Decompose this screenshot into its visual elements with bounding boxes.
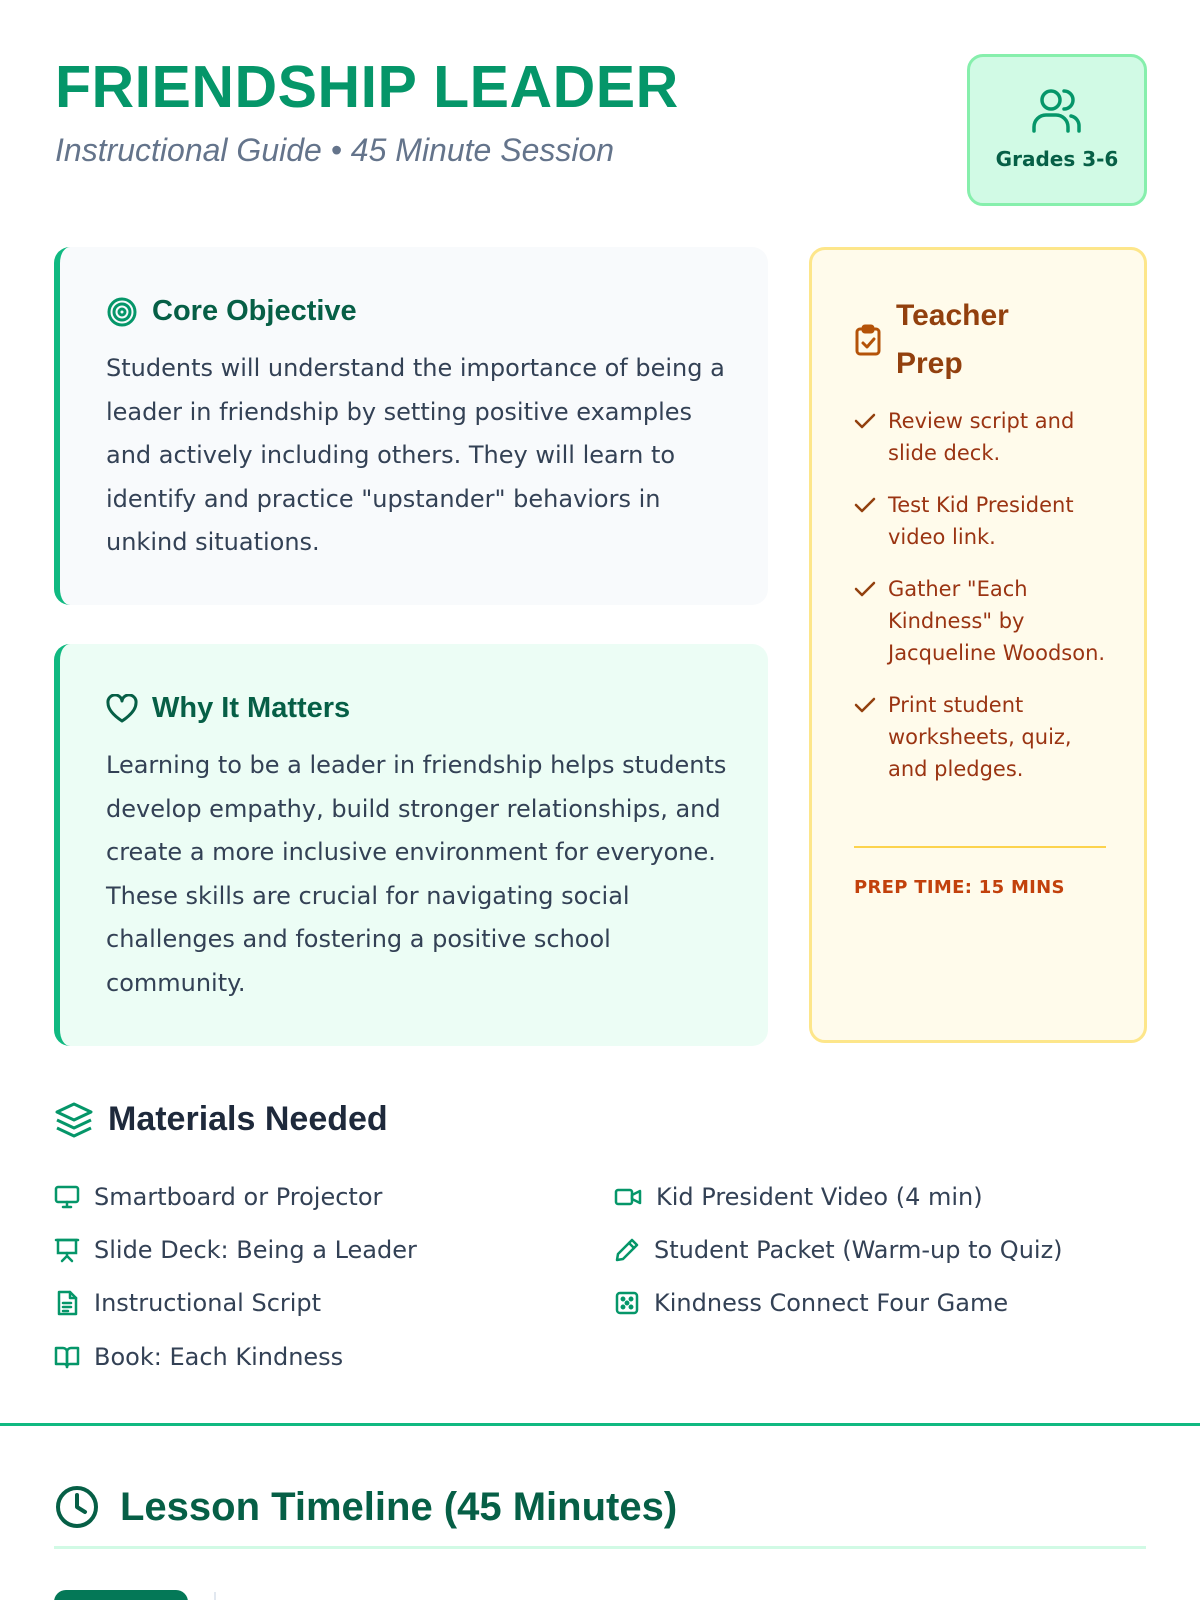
timeline-badge: [54, 1590, 188, 1600]
pencil-icon: [614, 1237, 640, 1263]
clock-icon: [54, 1484, 100, 1530]
monitor-icon: [54, 1184, 80, 1210]
prep-item-label: Print student worksheets, quiz, and pledges.: [888, 693, 1072, 781]
core-objective-text: Students will understand the importance of being a leader in friendship by setting positive examples and actively including others. They will learn to identify and practice "upstander" behaviors in unkind situations.: [106, 354, 725, 556]
material-label: Instructional Script: [94, 1289, 322, 1318]
timeline-heading: [54, 1484, 677, 1530]
materials-column-right: [614, 1170, 1154, 1330]
teacher-prep-list: [854, 405, 1114, 805]
video-icon: [614, 1184, 642, 1210]
materials-column-left: [54, 1170, 594, 1383]
heart-icon: [106, 694, 138, 724]
list-item: [614, 1170, 1154, 1223]
list-item: [854, 405, 1114, 469]
list-item: [54, 1223, 594, 1276]
check-icon: [854, 413, 876, 429]
layers-icon: [54, 1101, 94, 1139]
prep-item-label: Gather "Each Kindness" by Jacqueline Woodson.: [888, 577, 1106, 665]
grade-label: Grades 3-6: [995, 147, 1119, 171]
presentation-icon: [54, 1237, 80, 1263]
material-label: Kid President Video (4 min): [656, 1182, 983, 1211]
materials-heading: [54, 1100, 388, 1139]
prep-item-label: Review script and slide deck.: [888, 409, 1075, 465]
check-icon: [854, 581, 876, 597]
timeline-title: Lesson Timeline (45 Minutes): [120, 1484, 678, 1529]
why-it-matters-title: Why It Matters: [152, 692, 351, 724]
list-item: [854, 489, 1114, 553]
why-it-matters-card: [54, 644, 768, 1046]
section-divider: [0, 1423, 1200, 1426]
teacher-prep-heading: [854, 292, 1046, 388]
dice-icon: [614, 1290, 640, 1316]
book-icon: [54, 1344, 80, 1370]
material-label: Book: Each Kindness: [94, 1342, 344, 1371]
material-label: Smartboard or Projector: [94, 1182, 383, 1211]
check-icon: [854, 497, 876, 513]
why-it-matters-heading: [106, 692, 350, 725]
material-label: Student Packet (Warm-up to Quiz): [654, 1235, 1063, 1264]
list-item: [854, 689, 1114, 785]
list-item: [54, 1330, 594, 1383]
document-icon: [54, 1290, 80, 1316]
material-label: Slide Deck: Being a Leader: [94, 1235, 417, 1264]
timeline-rule: [54, 1546, 1146, 1549]
list-item: [614, 1277, 1154, 1330]
page-subtitle: Instructional Guide • 45 Minute Session: [55, 132, 615, 168]
materials-title: Materials Needed: [108, 1100, 388, 1138]
timeline-marker: [214, 1592, 216, 1600]
core-objective-title: Core Objective: [152, 295, 357, 327]
core-objective-heading: [106, 295, 357, 328]
check-icon: [854, 697, 876, 713]
list-item: [614, 1223, 1154, 1276]
why-it-matters-text: Learning to be a leader in friendship helps students develop empathy, build stronger relationships, and create a more inclusive environment for everyone. These skills are crucial for navigating social challenges and fostering a positive school community.: [106, 751, 727, 997]
target-icon: [106, 296, 138, 328]
teacher-prep-card: [809, 247, 1147, 1043]
clipboard-check-icon: [854, 324, 882, 356]
material-label: Kindness Connect Four Game: [654, 1289, 1009, 1318]
teacher-prep-title: Teacher Prep: [896, 299, 1009, 380]
prep-time: PREP TIME: 15 MINS: [854, 877, 1065, 898]
page-title: FRIENDSHIP LEADER: [55, 54, 679, 120]
list-item: [54, 1277, 594, 1330]
list-item: [854, 573, 1114, 669]
core-objective-card: [54, 247, 768, 605]
grade-badge: [967, 54, 1147, 206]
prep-item-label: Test Kid President video link.: [888, 493, 1074, 549]
users-icon: [1031, 87, 1083, 135]
prep-divider: [854, 846, 1106, 848]
list-item: [54, 1170, 594, 1223]
